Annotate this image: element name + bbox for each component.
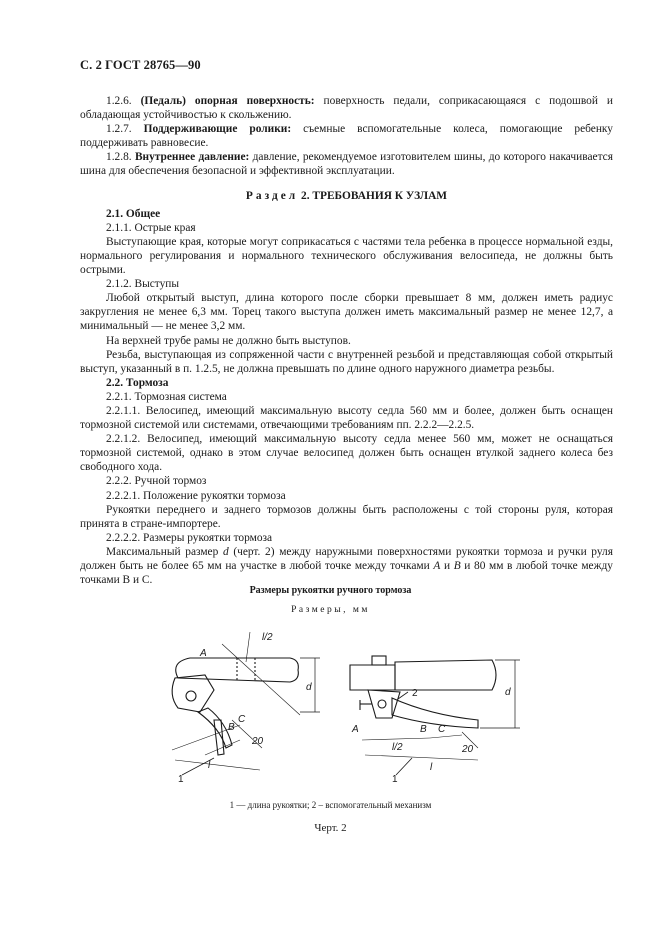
label-l-left: l <box>208 760 211 771</box>
definition-1-2-8: 1.2.8. Внутреннее давление: давление, рекомендуемое изготовителем шины, до которого накачивается шина для обеспечения безопасной и эффективной эксплуатации. <box>80 151 613 178</box>
label-20-right: 20 <box>462 744 474 755</box>
label-B-right: B <box>420 724 427 735</box>
definition-1-2-6: 1.2.6. (Педаль) опорная поверхность: поверхность педали, соприкасающаяся с подошвой и обладающая устойчивостью к скольжению. <box>80 95 613 122</box>
heading-2-2-2-1: 2.2.2.1. Положение рукоятки тормоза <box>106 489 286 502</box>
heading-2-1-2: 2.1.2. Выступы <box>106 278 180 291</box>
paragraph-2-2-2-1: Рукоятки переднего и заднего тормозов должны быть расположены с той стороны руля, которая принята в стране-импортере. <box>80 503 613 530</box>
brake-lever-drawing <box>0 620 661 795</box>
section-heading: Раздел 2. ТРЕБОВАНИЯ К УЗЛАМ <box>245 189 448 202</box>
label-l2-right: l/2 <box>392 742 403 753</box>
figure-number: Черт. 2 <box>314 822 347 834</box>
heading-2-2-2-2: 2.2.2.2. Размеры рукоятки тормоза <box>106 531 273 544</box>
label-C-right: C <box>438 724 446 735</box>
definition-1-2-7: 1.2.7. Поддерживающие ролики: съемные вспомогательные колеса, помогающие ребенку поддерживать равновесие. <box>80 123 613 150</box>
lever-clamp-right <box>368 690 400 718</box>
label-1-left: 1 <box>178 774 184 785</box>
label-2-right: 2 <box>412 688 418 699</box>
heading-2-1-1: 2.1.1. Острые края <box>106 221 196 234</box>
paragraph-2-1-2-c: Резьба, выступающая из сопряженной части с внутренней резьбой и представляющая собой открытый выступ, указанный в п. 1.2.5, не должна превышать по длине одного наружного диаметра резьбы. <box>80 348 613 375</box>
paragraph-2-1-2-a: Любой открытый выступ, длина которого после сборки превышает 8 мм, должен иметь радиус закругления не менее 6,3 мм. Торец такого выступа должен иметь максимальный размер не менее 12,7, а минимальный — не менее 3,2 мм. <box>80 292 613 333</box>
figure-caption: 1 — длина рукоятки; 2 – вспомогательный механизм <box>229 800 432 810</box>
figure-title: Размеры рукоятки ручного тормоза <box>249 585 412 596</box>
lever-blade-right <box>392 698 478 728</box>
body-text <box>80 94 613 587</box>
label-A-left: A <box>200 648 207 659</box>
paragraph-2-1-1: Выступающие края, которые могут соприкасаться с частями тела ребенка в процессе нормальной езды, нормального регулирования и нормального технического обслуживания велосипеда, не должны быть острыми. <box>80 235 613 277</box>
paragraph-2-2-2-2: Максимальный размер d (черт. 2) между наружными поверхностями рукоятки тормоза и ручки руля должен быть не более 65 мм на участке в любой точке между точками A и B и 80 мм в любой точке между точками В и С. <box>80 545 613 587</box>
label-20-left: 20 <box>252 736 264 747</box>
heading-2-2-1: 2.2.1. Тормозная система <box>106 390 227 403</box>
label-l-right: l <box>430 762 433 773</box>
label-B-left: B <box>228 722 235 733</box>
label-l2-left: l/2 <box>262 632 273 643</box>
paragraph-2-1-2-b: На верхней трубе рамы не должно быть выступов. <box>106 334 351 347</box>
paragraph-2-2-1-2: 2.2.1.2. Велосипед, имеющий максимальную высоту седла менее 560 мм, может не оснащаться тормозной системой, однако в этом случае велосипед должен быть оснащен втулкой заднего колеса без свободного хода. <box>80 433 613 474</box>
lever-clamp-left <box>172 675 214 712</box>
heading-2-2-2: 2.2.2. Ручной тормоз <box>106 475 207 488</box>
label-d-left: d <box>306 682 312 693</box>
label-C-left: C <box>238 714 246 725</box>
label-A-right: A <box>352 724 359 735</box>
heading-2-2: 2.2. Тормоза <box>106 376 169 389</box>
figure-units: Размеры, мм <box>291 605 370 615</box>
page-header: С. 2 ГОСТ 28765—90 <box>80 58 201 72</box>
left-view <box>172 632 320 775</box>
paragraph-2-2-1-1: 2.2.1.1. Велосипед, имеющий максимальную высоту седла 560 мм и более, должен быть оснащен тормозной системой или системами, отвечающими требованиям пп. 2.2.2—2.2.5. <box>80 404 613 432</box>
right-view <box>350 656 520 775</box>
label-1-right: 1 <box>392 774 398 785</box>
label-d-right: d <box>505 687 511 698</box>
handlebar-grip-right <box>350 665 395 690</box>
heading-2-1: 2.1. Общее <box>106 207 161 220</box>
